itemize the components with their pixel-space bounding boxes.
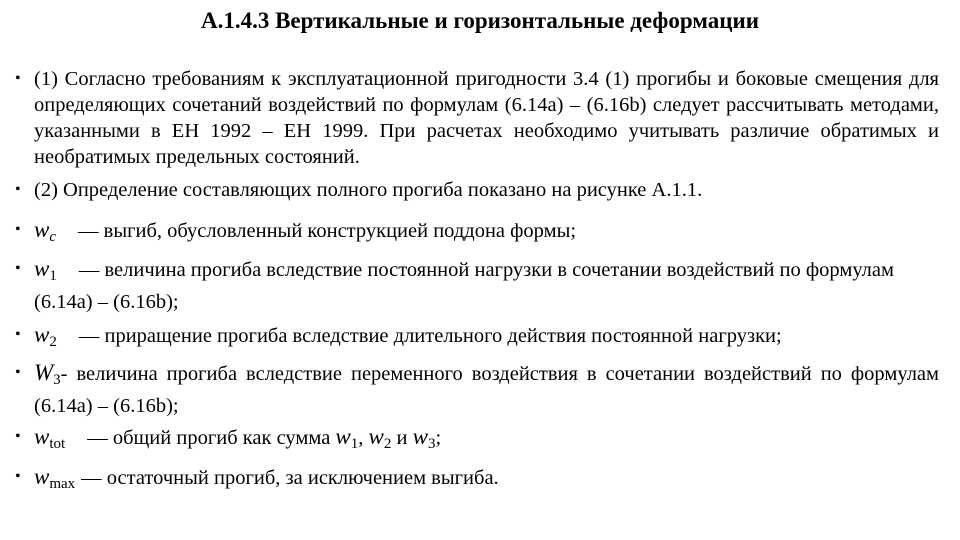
symbol-w: w: [34, 464, 50, 489]
symbol-w: w: [34, 424, 50, 449]
symbol-subscript: 3: [427, 436, 436, 452]
symbol-subscript: tot: [49, 436, 66, 452]
list-item: [15, 360, 939, 419]
symbol-subscript: max: [49, 476, 76, 492]
bullet-icon: •: [15, 70, 21, 87]
definition-text: — величина прогиба вследствие постоянной нагрузки в сочетании воздействий по формулам (6.14а) – (6.16b);: [34, 259, 894, 313]
symbol-w: w: [412, 424, 428, 449]
list-item: [15, 66, 939, 170]
bullet-icon: •: [15, 260, 21, 277]
symbol-w: w: [368, 424, 384, 449]
bullet-icon: •: [15, 326, 21, 343]
list-item: [15, 217, 939, 250]
symbol-subscript: c: [49, 229, 57, 245]
separator-text: ;: [435, 427, 442, 449]
symbol-subscript: 2: [49, 334, 57, 350]
paragraph-text: (1) Согласно требованиям к эксплуатационной пригодности 3.4 (1) прогибы и боковые смещения для определяющих сочетаний воздействий по формулам (6.14а) – (6.16b) следует рассчитывать методами, указанными в ЕН 1992 – ЕН 1999. При расчетах необходимо учитывать различие обратимых и необратимых предельных состояний.: [34, 68, 939, 168]
symbol-subscript: 2: [383, 436, 392, 452]
list-item: [15, 256, 939, 315]
symbol-w: W: [34, 360, 54, 385]
symbol-subscript: 1: [49, 268, 57, 284]
bullet-icon: •: [15, 364, 21, 381]
symbol-subscript: 3: [53, 372, 61, 388]
list-item: [15, 177, 939, 203]
paragraph-text: (2) Определение составляющих полного прогиба показано на рисунке А.1.1.: [34, 179, 703, 201]
list-item: [15, 322, 939, 355]
list-item: [15, 424, 939, 457]
list-item: [15, 464, 939, 497]
page-title: A.1.4.3 Вертикальные и горизонтальные деформации: [200, 8, 760, 33]
definition-text: — общий прогиб как сумма: [87, 427, 331, 449]
symbol-w: w: [34, 322, 50, 347]
separator-text: ,: [358, 427, 364, 449]
separator-text: и: [396, 427, 408, 449]
symbol-w: w: [34, 217, 50, 242]
bullet-icon: •: [15, 468, 21, 485]
symbol-w: w: [34, 256, 50, 281]
definition-text: — выгиб, обусловленный конструкцией поддона формы;: [78, 220, 577, 242]
definition-text: - величина прогиба вследствие переменного воздействия в сочетании воздействий по формулам (6.14а) – (6.16b);: [34, 363, 939, 417]
definition-text: — остаточный прогиб, за исключением выгиба.: [81, 467, 499, 489]
bullet-icon: •: [15, 181, 21, 198]
symbol-w: w: [335, 424, 351, 449]
bullet-icon: •: [15, 428, 21, 445]
bullet-icon: •: [15, 221, 21, 238]
definition-text: — приращение прогиба вследствие длительного действия постоянной нагрузки;: [78, 325, 782, 347]
symbol-subscript: 1: [350, 436, 359, 452]
